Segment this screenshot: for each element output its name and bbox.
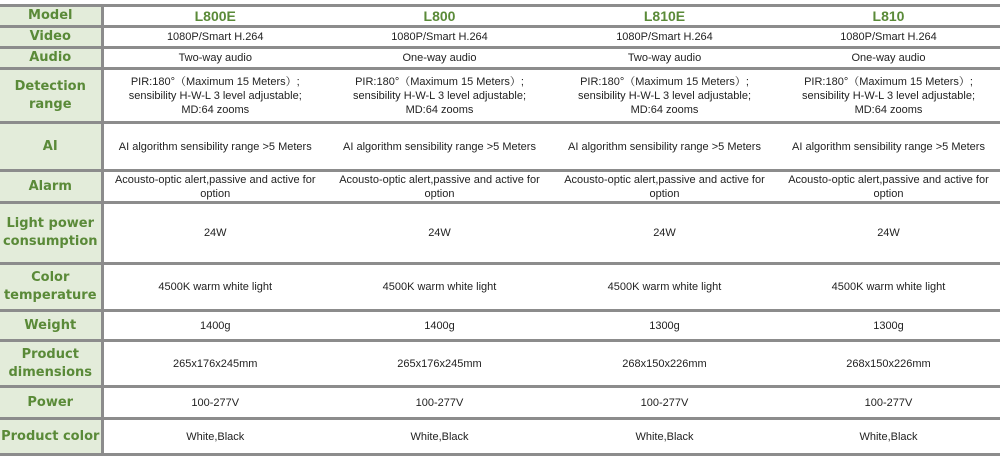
detection-range-l800 — [327, 69, 552, 123]
value-line: MD:64 zooms — [630, 103, 699, 116]
value-line: MD:64 zooms — [405, 103, 474, 116]
row-light-power — [0, 203, 1000, 264]
label-line: range — [28, 96, 72, 112]
value-line: option — [873, 187, 904, 200]
label-line: dimensions — [8, 364, 92, 380]
light-power-l810e: 24W — [552, 203, 777, 264]
alarm-l810 — [777, 171, 1000, 203]
value-line: option — [424, 187, 455, 200]
light-power-l800e: 24W — [102, 203, 327, 264]
product-color-l800: White,Black — [327, 419, 552, 455]
value-line: PIR:180°（Maximum 15 Meters）; — [804, 75, 973, 88]
audio-l810: One-way audio — [777, 48, 1000, 69]
row-label-model: Model — [0, 6, 102, 27]
row-label-color-temperature — [0, 264, 102, 311]
color-temperature-l810: 4500K warm white light — [777, 264, 1000, 311]
power-l810e: 100-277V — [552, 387, 777, 419]
audio-l810e: Two-way audio — [552, 48, 777, 69]
video-l800e: 1080P/Smart H.264 — [102, 27, 327, 48]
product-color-l810: White,Black — [777, 419, 1000, 455]
value-line: Acousto-optic alert,passive and active for — [564, 173, 765, 186]
row-label-power: Power — [0, 387, 102, 419]
row-ai — [0, 123, 1000, 171]
value-line: sensibility H-W-L 3 level adjustable; — [352, 89, 527, 102]
value-line: MD:64 zooms — [854, 103, 923, 116]
weight-l810e: 1300g — [552, 311, 777, 341]
detection-range-l810e — [552, 69, 777, 123]
weight-l810: 1300g — [777, 311, 1000, 341]
label-line: consumption — [2, 234, 98, 249]
model-name-l800e: L800E — [102, 6, 327, 27]
row-weight — [0, 311, 1000, 341]
label-line: temperature — [3, 288, 97, 303]
ai-l810: AI algorithm sensibility range >5 Meters — [777, 123, 1000, 171]
row-detection-range — [0, 69, 1000, 123]
dimensions-l810: 268x150x226mm — [777, 341, 1000, 387]
dimensions-l800e: 265x176x245mm — [102, 341, 327, 387]
power-l810: 100-277V — [777, 387, 1000, 419]
alarm-l800e — [102, 171, 327, 203]
alarm-l810e — [552, 171, 777, 203]
light-power-l800: 24W — [327, 203, 552, 264]
row-label-product-dimensions — [0, 341, 102, 387]
value-line: sensibility H-W-L 3 level adjustable; — [577, 89, 752, 102]
row-label-weight: Weight — [0, 311, 102, 341]
row-product-dimensions — [0, 341, 1000, 387]
ai-l800: AI algorithm sensibility range >5 Meters — [327, 123, 552, 171]
light-power-l810: 24W — [777, 203, 1000, 264]
row-label-audio: Audio — [0, 48, 102, 69]
color-temperature-l810e: 4500K warm white light — [552, 264, 777, 311]
row-label-product-color: Product color — [0, 419, 102, 455]
row-label-light-power — [0, 203, 102, 264]
row-label-detection-range — [0, 69, 102, 123]
video-l810e: 1080P/Smart H.264 — [552, 27, 777, 48]
value-line: PIR:180°（Maximum 15 Meters）; — [355, 75, 524, 88]
row-audio — [0, 48, 1000, 69]
value-line: sensibility H-W-L 3 level adjustable; — [801, 89, 976, 102]
value-line: sensibility H-W-L 3 level adjustable; — [128, 89, 302, 102]
row-model — [0, 6, 1000, 27]
label-line: Color — [31, 270, 70, 285]
ai-l810e: AI algorithm sensibility range >5 Meters — [552, 123, 777, 171]
label-line: Light power — [6, 216, 94, 231]
model-name-l810: L810 — [777, 6, 1000, 27]
value-line: Acousto-optic alert,passive and active for — [339, 173, 540, 186]
audio-l800: One-way audio — [327, 48, 552, 69]
value-line: PIR:180°（Maximum 15 Meters）; — [580, 75, 749, 88]
row-label-ai: AI — [0, 123, 102, 171]
label-line: Detection — [14, 78, 86, 94]
row-product-color — [0, 419, 1000, 455]
product-color-l800e: White,Black — [102, 419, 327, 455]
detection-range-l800e — [102, 69, 327, 123]
color-temperature-l800: 4500K warm white light — [327, 264, 552, 311]
value-line: Acousto-optic alert,passive and active for — [788, 173, 989, 186]
color-temperature-l800e: 4500K warm white light — [102, 264, 327, 311]
value-line: option — [200, 187, 231, 200]
row-color-temperature — [0, 264, 1000, 311]
detection-range-l810 — [777, 69, 1000, 123]
label-line: Product — [21, 346, 79, 362]
value-line: PIR:180°（Maximum 15 Meters）; — [130, 75, 300, 88]
weight-l800: 1400g — [327, 311, 552, 341]
video-l800: 1080P/Smart H.264 — [327, 27, 552, 48]
row-alarm — [0, 171, 1000, 203]
value-line: MD:64 zooms — [181, 103, 250, 116]
row-video — [0, 27, 1000, 48]
power-l800: 100-277V — [327, 387, 552, 419]
row-label-alarm: Alarm — [0, 171, 102, 203]
value-line: Acousto-optic alert,passive and active for — [114, 173, 316, 186]
audio-l800e: Two-way audio — [102, 48, 327, 69]
video-l810: 1080P/Smart H.264 — [777, 27, 1000, 48]
row-label-video: Video — [0, 27, 102, 48]
row-power — [0, 387, 1000, 419]
alarm-l800 — [327, 171, 552, 203]
ai-l800e: AI algorithm sensibility range >5 Meters — [102, 123, 327, 171]
dimensions-l810e: 268x150x226mm — [552, 341, 777, 387]
value-line: option — [649, 187, 680, 200]
product-color-l810e: White,Black — [552, 419, 777, 455]
power-l800e: 100-277V — [102, 387, 327, 419]
model-name-l800: L800 — [327, 6, 552, 27]
weight-l800e: 1400g — [102, 311, 327, 341]
product-spec-table — [0, 4, 1000, 456]
model-name-l810e: L810E — [552, 6, 777, 27]
dimensions-l800: 265x176x245mm — [327, 341, 552, 387]
